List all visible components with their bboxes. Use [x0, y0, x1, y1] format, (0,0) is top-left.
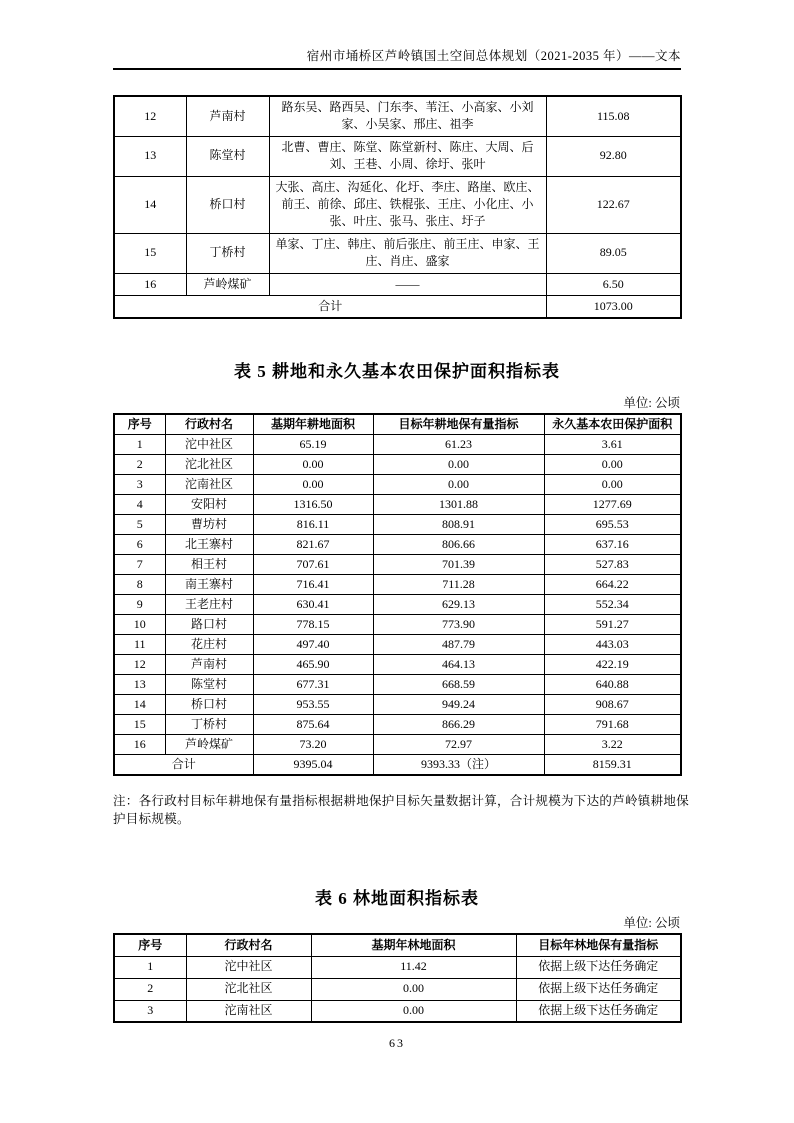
table-cell: 0.00: [253, 455, 373, 475]
table-cell: 15: [114, 233, 186, 273]
page-number: 63: [389, 1036, 405, 1050]
table-cell: 527.83: [544, 555, 681, 575]
table-row: [114, 695, 681, 715]
table-cell: 711.28: [373, 575, 544, 595]
table-row: [114, 735, 681, 755]
table-cell: 72.97: [373, 735, 544, 755]
table-row: [114, 136, 681, 176]
table-cell: 0.00: [373, 475, 544, 495]
table-cell: 630.41: [253, 595, 373, 615]
table-cell: 816.11: [253, 515, 373, 535]
table-row: [114, 475, 681, 495]
table-cell: 沱中社区: [165, 435, 253, 455]
table-cell: 0.00: [311, 1000, 516, 1022]
table-cell: 依据上级下达任务确定: [516, 956, 681, 978]
table-row: [114, 595, 681, 615]
table-cell: 大张、高庄、沟延化、化圩、李庄、路崖、欧庄、前王、前徐、邱庄、铁棍张、王庄、小化庄、小张、叶庄、张马、张庄、圩子: [269, 176, 546, 233]
total-value-cell: 9395.04: [253, 755, 373, 775]
table-cell: 640.88: [544, 675, 681, 695]
table-cell: 路口村: [165, 615, 253, 635]
table-cell: 沱中社区: [186, 956, 311, 978]
table-cell: 芦南村: [186, 96, 269, 136]
table-cell: 芦岭煤矿: [165, 735, 253, 755]
table-cell: 12: [114, 96, 186, 136]
table-cell: 芦南村: [165, 655, 253, 675]
table-cell: 芦岭煤矿: [186, 273, 269, 295]
table-cell: 806.66: [373, 535, 544, 555]
table-cell: 115.08: [546, 96, 681, 136]
table-cell: 沱北社区: [165, 455, 253, 475]
table-cell: 1316.50: [253, 495, 373, 515]
table-cell: 单家、丁庄、韩庄、前后张庄、前王庄、申家、王庄、肖庄、盛家: [269, 233, 546, 273]
table-cell: 808.91: [373, 515, 544, 535]
table-cell: 7: [114, 555, 165, 575]
table5-unit-label: 单位: 公顷: [623, 396, 680, 410]
table-cell: 6.50: [546, 273, 681, 295]
table-cell: 908.67: [544, 695, 681, 715]
table-cell: 4: [114, 495, 165, 515]
table-cell: 依据上级下达任务确定: [516, 978, 681, 1000]
table-cell: 422.19: [544, 655, 681, 675]
table-cell: 443.03: [544, 635, 681, 655]
column-header: 序号: [114, 414, 165, 435]
table-cell: 3: [114, 1000, 186, 1022]
table-cell: 695.53: [544, 515, 681, 535]
table-cell: 122.67: [546, 176, 681, 233]
table-row: [114, 273, 681, 295]
table-cell: 707.61: [253, 555, 373, 575]
table-cell: 866.29: [373, 715, 544, 735]
table-cell: 65.19: [253, 435, 373, 455]
column-header: 目标年林地保有量指标: [516, 934, 681, 956]
column-header: 行政村名: [186, 934, 311, 956]
table-row: [114, 615, 681, 635]
table-row: [114, 575, 681, 595]
total-value-cell: 9393.33（注）: [373, 755, 544, 775]
table5-footnote: 注：各行政村目标年耕地保有量指标根据耕地保护目标矢量数据计算，合计规模为下达的芦岭镇耕地保护目标规模。: [113, 794, 690, 827]
table-cell: 桥口村: [165, 695, 253, 715]
table-cell: 曹坊村: [165, 515, 253, 535]
table-cell: 791.68: [544, 715, 681, 735]
column-header: 基期年耕地面积: [253, 414, 373, 435]
table-cell: 11: [114, 635, 165, 655]
page-header-title: 宿州市埇桥区芦岭镇国土空间总体规划（2021-2035 年）——文本: [113, 46, 681, 70]
table-cell: 1: [114, 435, 165, 455]
table-row: [114, 515, 681, 535]
table-cell: 0.00: [544, 455, 681, 475]
table-cell: 773.90: [373, 615, 544, 635]
table6-unit-label: 单位: 公顷: [623, 916, 680, 930]
table-row: [114, 956, 681, 978]
table-cell: 0.00: [373, 455, 544, 475]
table-cell: 桥口村: [186, 176, 269, 233]
table-cell: 花庄村: [165, 635, 253, 655]
table-row: [114, 635, 681, 655]
table-cell: 487.79: [373, 635, 544, 655]
column-header: 目标年耕地保有量指标: [373, 414, 544, 435]
table5-title: 表 5 耕地和永久基本农田保护面积指标表: [234, 362, 560, 381]
table-cell: 2: [114, 978, 186, 1000]
table-cell: 11.42: [311, 956, 516, 978]
table-cell: 丁桥村: [186, 233, 269, 273]
table-cell: 701.39: [373, 555, 544, 575]
table-cell: 陈堂村: [186, 136, 269, 176]
column-header: 基期年林地面积: [311, 934, 516, 956]
table-row: [114, 1000, 681, 1022]
table-row: [114, 715, 681, 735]
table-cell: 15: [114, 715, 165, 735]
table-cell: 北王寨村: [165, 535, 253, 555]
table-cell: 14: [114, 176, 186, 233]
column-header: 序号: [114, 934, 186, 956]
table-cell: 14: [114, 695, 165, 715]
table-cell: 8: [114, 575, 165, 595]
table-cell: 821.67: [253, 535, 373, 555]
table-cell: 依据上级下达任务确定: [516, 1000, 681, 1022]
table-row: [114, 96, 681, 136]
table-cell: 1277.69: [544, 495, 681, 515]
table-cell: 路东吴、路西吴、门东李、苇汪、小高家、小刘家、小吴家、邢庄、祖李: [269, 96, 546, 136]
table-cell: 相王村: [165, 555, 253, 575]
table-cell: 629.13: [373, 595, 544, 615]
table-cell: 沱南社区: [186, 1000, 311, 1022]
table-cell: 953.55: [253, 695, 373, 715]
table-cell: 89.05: [546, 233, 681, 273]
table-cell: 668.59: [373, 675, 544, 695]
column-header: 永久基本农田保护面积: [544, 414, 681, 435]
table-cell: 3.22: [544, 735, 681, 755]
table-cell: 安阳村: [165, 495, 253, 515]
table-cell: 73.20: [253, 735, 373, 755]
table-cell: 沱南社区: [165, 475, 253, 495]
table-cell: 1301.88: [373, 495, 544, 515]
table-cell: 0.00: [253, 475, 373, 495]
table-cell: 0.00: [544, 475, 681, 495]
table-row: [114, 555, 681, 575]
table-cell: 6: [114, 535, 165, 555]
table-cell: 沱北社区: [186, 978, 311, 1000]
table-row: [114, 535, 681, 555]
table-cell: 0.00: [311, 978, 516, 1000]
table-row: [114, 655, 681, 675]
table-row: [114, 455, 681, 475]
table-cell: 716.41: [253, 575, 373, 595]
table-cell: 9: [114, 595, 165, 615]
table-row: [114, 495, 681, 515]
table-cell: 778.15: [253, 615, 373, 635]
table-cell: 3: [114, 475, 165, 495]
table-row: [114, 675, 681, 695]
table-cell: 949.24: [373, 695, 544, 715]
table-total-row: [114, 295, 681, 318]
table-row: [114, 233, 681, 273]
table-cell: 61.23: [373, 435, 544, 455]
table-cell: 北曹、曹庄、陈堂、陈堂新村、陈庄、大周、后刘、王巷、小周、徐圩、张叶: [269, 136, 546, 176]
table-cell: 10: [114, 615, 165, 635]
table-header-row: [114, 934, 681, 956]
table-cell: 王老庄村: [165, 595, 253, 615]
table-row: [114, 435, 681, 455]
table-cell: 南王寨村: [165, 575, 253, 595]
total-label-cell: 合计: [114, 755, 253, 775]
table-cell: 92.80: [546, 136, 681, 176]
table-total-row: [114, 755, 681, 775]
table-cell: 陈堂村: [165, 675, 253, 695]
table-cell: 677.31: [253, 675, 373, 695]
table-cell: 1: [114, 956, 186, 978]
table-cell: 丁桥村: [165, 715, 253, 735]
table-cell: 637.16: [544, 535, 681, 555]
table-cell: 497.40: [253, 635, 373, 655]
table-header-row: [114, 414, 681, 435]
table-cell: ——: [269, 273, 546, 295]
farmland-protection-table: [113, 413, 682, 776]
table-cell: 875.64: [253, 715, 373, 735]
table-row: [114, 176, 681, 233]
forest-land-table: [113, 933, 682, 1023]
table-cell: 465.90: [253, 655, 373, 675]
total-label-cell: 合计: [114, 295, 546, 318]
village-settlement-table: [113, 95, 682, 319]
table-cell: 2: [114, 455, 165, 475]
column-header: 行政村名: [165, 414, 253, 435]
table-cell: 3.61: [544, 435, 681, 455]
table-cell: 16: [114, 273, 186, 295]
table-cell: 5: [114, 515, 165, 535]
table-cell: 12: [114, 655, 165, 675]
table6-title: 表 6 林地面积指标表: [315, 889, 479, 908]
table-cell: 591.27: [544, 615, 681, 635]
table-cell: 664.22: [544, 575, 681, 595]
table-cell: 464.13: [373, 655, 544, 675]
table-cell: 13: [114, 136, 186, 176]
total-value-cell: 1073.00: [546, 295, 681, 318]
table-cell: 552.34: [544, 595, 681, 615]
total-value-cell: 8159.31: [544, 755, 681, 775]
table-cell: 16: [114, 735, 165, 755]
table-row: [114, 978, 681, 1000]
table-cell: 13: [114, 675, 165, 695]
